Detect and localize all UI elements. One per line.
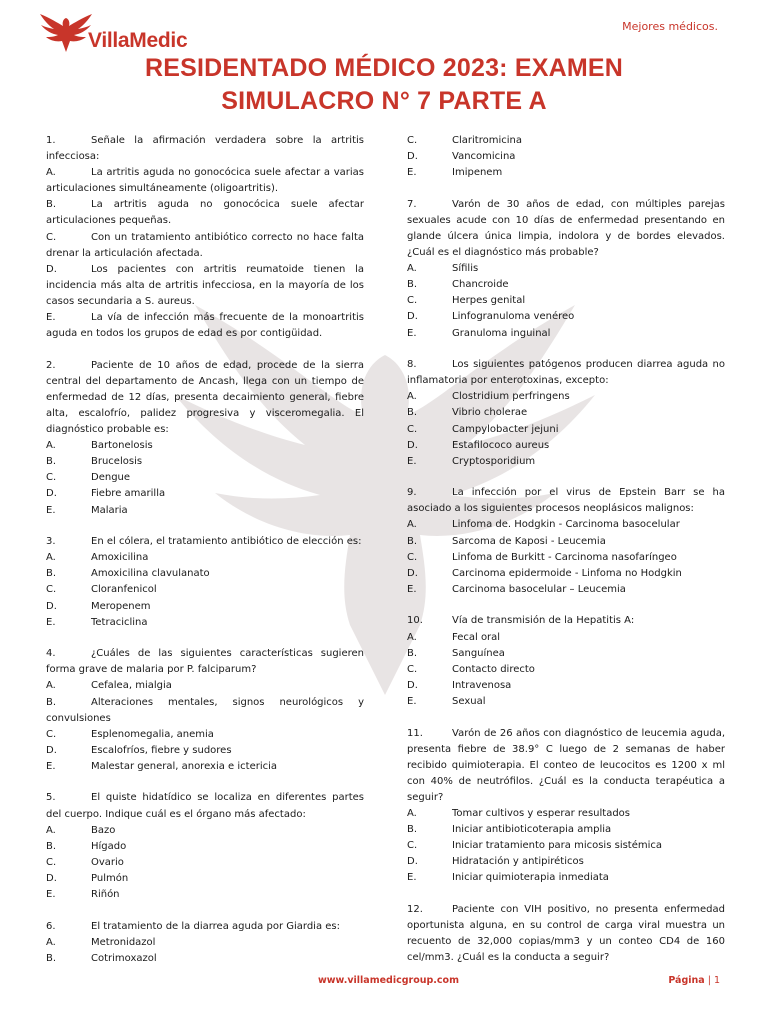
option-letter: A. — [46, 440, 56, 452]
option-text: Intravenosa — [452, 679, 512, 691]
question-stem — [407, 902, 725, 966]
option-letter: E. — [46, 760, 56, 772]
answer-option — [46, 230, 364, 262]
option-text: Iniciar tratamiento para micosis sistémica — [452, 840, 663, 852]
question-text: El quiste hidatídico se localiza en diferentes partes del cuerpo. Indique cuál es el órgano más afectado: — [46, 792, 364, 820]
option-letter: E. — [46, 504, 56, 516]
option-text: Metronidazol — [91, 936, 156, 948]
option-text: Clostridium perfringens — [452, 391, 570, 403]
option-letter: D. — [46, 488, 57, 500]
option-text: Sarcoma de Kaposi - Leucemia — [452, 535, 606, 547]
question-block — [46, 133, 364, 342]
question-stem — [46, 133, 364, 165]
title-line-2: SIMULACRO N° 7 PARTE A — [221, 87, 547, 115]
question-text: Varón de 26 años con diagnóstico de leucemia aguda, presenta fiebre de 38.9° C luego de 2 semanas de haber recibido quimioterapia. El conteo de leucocitos es 1200 x ml con 40% de neutrófilos. ¿Cuál es la conducta terapéutica a seguir? — [407, 727, 725, 803]
question-text: ¿Cuáles de las siguientes características sugieren forma grave de malaria por P. falciparum? — [46, 648, 364, 676]
question-number: 8. — [407, 359, 417, 371]
option-letter: C. — [407, 135, 418, 146]
answer-option — [407, 422, 725, 438]
villamedic-logo — [38, 12, 187, 54]
option-text: Los pacientes con artritis reumatoide tienen la incidencia más alta de artritis infecciosa, en la mayoría de los casos secundaria a S. aureus. — [46, 263, 364, 307]
option-text: Amoxicilina — [91, 552, 149, 564]
option-text: Campylobacter jejuni — [452, 423, 559, 435]
answer-option — [46, 823, 364, 839]
option-letter: E. — [46, 616, 56, 628]
question-number: 4. — [46, 648, 56, 660]
question-number: 5. — [46, 792, 56, 804]
option-letter: B. — [407, 407, 418, 419]
question-number: 1. — [46, 135, 56, 146]
answer-option — [46, 759, 364, 775]
option-text: Hígado — [91, 840, 127, 852]
option-letter: B. — [407, 279, 418, 291]
option-text: Sanguínea — [452, 647, 505, 659]
option-text: La artritis aguda no gonocócica suele afectar articulaciones pequeñas. — [46, 199, 364, 227]
option-text: Brucelosis — [91, 456, 143, 468]
option-letter: D. — [407, 567, 418, 579]
page-label: Página — [668, 975, 705, 986]
option-text: Tomar cultivos y esperar resultados — [452, 807, 631, 819]
tagline: Mejores médicos. — [622, 20, 718, 33]
answer-option — [407, 149, 725, 165]
option-letter: B. — [46, 568, 57, 580]
question-text: Los siguientes patógenos producen diarrea aguda no inflamatoria por enterotoxinas, excepto: — [407, 359, 725, 387]
option-letter: B. — [46, 696, 57, 708]
answer-option — [407, 277, 725, 293]
option-text: Cryptosporidium — [452, 455, 536, 467]
answer-option — [407, 838, 725, 854]
option-letter: E. — [46, 312, 56, 324]
question-stem — [407, 357, 725, 389]
option-text: Fiebre amarilla — [91, 488, 166, 500]
page-number-value: 1 — [713, 975, 720, 986]
option-letter: A. — [46, 552, 56, 564]
option-letter: A. — [46, 824, 56, 836]
answer-option — [46, 566, 364, 582]
option-letter: A. — [407, 631, 417, 643]
question-block — [407, 485, 725, 598]
left-column — [46, 133, 364, 967]
answer-option — [407, 870, 725, 886]
option-text: La vía de infección más frecuente de la monoartritis aguda en todos los grupos de edad es por contigüidad. — [46, 312, 364, 340]
answer-option — [407, 662, 725, 678]
option-letter: C. — [46, 231, 57, 243]
question-text: Señale la afirmación verdadera sobre la artritis infecciosa: — [46, 135, 364, 163]
question-block — [407, 902, 725, 966]
option-text: Herpes genital — [452, 295, 526, 307]
option-letter: D. — [407, 679, 418, 691]
option-text: Iniciar quimioterapia inmediata — [452, 872, 609, 884]
option-text: Sífilis — [452, 263, 479, 275]
option-letter: B. — [46, 456, 57, 468]
option-letter: C. — [407, 840, 418, 852]
answer-option — [46, 599, 364, 615]
question-stem — [407, 197, 725, 261]
answer-option — [407, 293, 725, 309]
option-letter: B. — [46, 199, 57, 211]
question-block — [407, 133, 725, 181]
document-title — [40, 52, 728, 118]
question-number: 9. — [407, 487, 417, 499]
question-stem — [46, 790, 364, 822]
question-text: El tratamiento de la diarrea aguda por Giardia es: — [91, 920, 340, 932]
option-letter: C. — [407, 551, 418, 563]
answer-option — [407, 438, 725, 454]
option-text: Sexual — [452, 695, 486, 707]
question-number: 7. — [407, 198, 417, 210]
question-number: 3. — [46, 536, 56, 548]
answer-option — [407, 517, 725, 533]
title-line-1: RESIDENTADO MÉDICO 2023: EXAMEN — [144, 54, 624, 82]
option-text: Hidratación y antipiréticos — [452, 856, 584, 868]
question-stem — [46, 919, 364, 935]
option-text: Malaria — [91, 504, 128, 516]
answer-option — [407, 806, 725, 822]
question-text: La infección por el virus de Epstein Barr se ha asociado a los siguientes procesos neoplásicos malignos: — [407, 487, 725, 515]
option-letter: D. — [46, 600, 57, 612]
question-number: 10. — [407, 615, 423, 627]
answer-option — [46, 839, 364, 855]
answer-option — [46, 855, 364, 871]
question-stem — [407, 613, 725, 629]
logo-text: VillaMedic — [88, 29, 188, 52]
option-letter: B. — [407, 647, 418, 659]
answer-option — [407, 454, 725, 470]
answer-option — [407, 534, 725, 550]
option-letter: A. — [46, 936, 56, 948]
question-number: 11. — [407, 727, 423, 739]
question-block — [407, 726, 725, 887]
option-text: Cloranfenicol — [91, 584, 157, 596]
answer-option — [46, 678, 364, 694]
option-text: Fecal oral — [452, 631, 501, 643]
answer-option — [407, 854, 725, 870]
option-letter: B. — [46, 952, 57, 964]
answer-option — [407, 630, 725, 646]
option-letter: D. — [407, 151, 418, 163]
option-text: Escalofríos, fiebre y sudores — [91, 744, 232, 756]
answer-option — [407, 405, 725, 421]
footer-url[interactable]: www.villamedicgroup.com — [318, 975, 459, 986]
question-block — [46, 646, 364, 775]
option-letter: D. — [407, 856, 418, 868]
option-letter: A. — [407, 263, 417, 275]
option-text: Malestar general, anorexia e ictericia — [91, 760, 278, 772]
question-text: Paciente de 10 años de edad, procede de la sierra central del departamento de Ancash, llega con un tiempo de enfermedad de 12 días, presenta decaimiento general, fiebre alta, escalofrío, palidez progresiva y visceromegalia. El diagnóstico probable es: — [46, 359, 364, 436]
answer-option — [407, 389, 725, 405]
answer-option — [46, 951, 364, 967]
answer-option — [46, 486, 364, 502]
question-text: Vía de transmisión de la Hepatitis A: — [452, 615, 635, 627]
option-text: Meropenem — [91, 600, 151, 612]
option-letter: E. — [407, 695, 417, 707]
question-block — [46, 790, 364, 903]
option-text: Alteraciones mentales, signos neurológicos y convulsiones — [46, 696, 364, 724]
option-letter: B. — [46, 840, 57, 852]
page-number — [668, 975, 720, 986]
option-text: Granuloma inguinal — [452, 327, 551, 339]
page-separator: | — [707, 975, 711, 986]
option-letter: E. — [407, 327, 417, 339]
question-stem — [46, 646, 364, 678]
option-text: Linfoma de Burkitt - Carcinoma nasofaríngeo — [452, 551, 677, 563]
answer-option — [407, 582, 725, 598]
question-block — [407, 357, 725, 470]
question-block — [46, 358, 364, 519]
option-text: Estafilococo aureus — [452, 439, 550, 451]
answer-option — [46, 454, 364, 470]
option-letter: B. — [407, 824, 418, 836]
option-letter: D. — [46, 263, 57, 275]
option-text: Vancomicina — [452, 151, 516, 163]
option-text: Bartonelosis — [91, 440, 153, 452]
answer-option — [46, 310, 364, 342]
option-text: Carcinoma basocelular – Leucemia — [452, 583, 626, 595]
option-text: Ovario — [91, 856, 124, 868]
answer-option — [46, 197, 364, 229]
question-text: Paciente con VIH positivo, no presenta enfermedad oportunista alguna, en su control de carga viral muestra un recuento de 32,000 copias/mm3 y un conteo CD4 de 160 cel/mm3. ¿Cuál es la conducta a seguir? — [407, 903, 725, 964]
option-letter: C. — [46, 856, 57, 868]
answer-option — [407, 550, 725, 566]
answer-option — [46, 470, 364, 486]
answer-option — [46, 743, 364, 759]
option-text: Con un tratamiento antibiótico correcto no hace falta drenar la articulación afectada. — [46, 231, 364, 259]
answer-option — [407, 133, 725, 149]
answer-option — [407, 326, 725, 342]
answer-option — [46, 262, 364, 310]
option-text: Amoxicilina clavulanato — [91, 568, 210, 580]
question-block — [46, 919, 364, 967]
option-letter: D. — [407, 311, 418, 323]
answer-option — [46, 438, 364, 454]
option-letter: C. — [407, 423, 418, 435]
option-text: Imipenem — [452, 167, 503, 179]
page-header — [0, 0, 768, 56]
question-text: Varón de 30 años de edad, con múltiples parejas sexuales acude con 10 días de enfermedad presentando en glande úlcera única limpia, indolora y de bordes elevados. ¿Cuál es el diagnóstico más probable? — [407, 198, 725, 259]
answer-option — [46, 550, 364, 566]
option-text: Bazo — [91, 824, 116, 836]
question-stem — [46, 358, 364, 438]
question-stem — [46, 534, 364, 550]
option-letter: E. — [407, 455, 417, 467]
option-text: Tetraciclina — [91, 616, 148, 628]
option-text: La artritis aguda no gonocócica suele afectar a varias articulaciones simultáneamente (oligoartritis). — [46, 167, 364, 195]
option-text: Cefalea, mialgia — [91, 680, 172, 692]
answer-option — [46, 887, 364, 903]
answer-option — [46, 503, 364, 519]
question-number: 6. — [46, 920, 56, 932]
question-stem — [407, 485, 725, 517]
option-text: Linfoma de. Hodgkin - Carcinoma basocelular — [452, 519, 680, 531]
option-letter: A. — [407, 807, 417, 819]
right-column — [407, 133, 725, 966]
option-text: Claritromicina — [452, 135, 522, 146]
option-letter: A. — [407, 519, 417, 531]
option-text: Linfogranuloma venéreo — [452, 311, 575, 323]
question-block — [407, 197, 725, 342]
answer-option — [407, 566, 725, 582]
option-letter: A. — [46, 167, 56, 179]
answer-option — [46, 582, 364, 598]
answer-option — [407, 822, 725, 838]
option-text: Vibrio cholerae — [452, 407, 528, 419]
option-letter: E. — [46, 889, 56, 901]
option-letter: A. — [407, 391, 417, 403]
question-block — [407, 613, 725, 710]
option-text: Chancroide — [452, 279, 509, 291]
option-text: Dengue — [91, 472, 131, 484]
option-letter: C. — [407, 295, 418, 307]
option-letter: E. — [407, 583, 417, 595]
answer-option — [407, 261, 725, 277]
answer-option — [407, 309, 725, 325]
option-letter: D. — [407, 439, 418, 451]
option-letter: D. — [46, 872, 57, 884]
answer-option — [407, 694, 725, 710]
question-stem — [407, 726, 725, 806]
option-text: Cotrimoxazol — [91, 952, 157, 964]
question-text: En el cólera, el tratamiento antibiótico de elección es: — [91, 536, 362, 548]
option-letter: C. — [46, 584, 57, 596]
option-text: Riñón — [91, 889, 120, 901]
answer-option — [46, 695, 364, 727]
option-letter: E. — [407, 872, 417, 884]
answer-option — [46, 615, 364, 631]
question-block — [46, 534, 364, 631]
answer-option — [407, 646, 725, 662]
answer-option — [407, 165, 725, 181]
answer-option — [407, 678, 725, 694]
option-text: Carcinoma epidermoide - Linfoma no Hodgkin — [452, 567, 682, 579]
eagle-logo-icon — [38, 12, 94, 54]
option-letter: D. — [46, 744, 57, 756]
answer-option — [46, 165, 364, 197]
question-number: 12. — [407, 903, 423, 915]
option-letter: C. — [46, 472, 57, 484]
option-letter: C. — [46, 728, 57, 740]
option-letter: A. — [46, 680, 56, 692]
option-letter: C. — [407, 663, 418, 675]
answer-option — [46, 935, 364, 951]
option-text: Contacto directo — [452, 663, 535, 675]
question-number: 2. — [46, 359, 56, 371]
option-text: Iniciar antibioticoterapia amplia — [452, 824, 612, 836]
option-letter: B. — [407, 535, 418, 547]
option-letter: E. — [407, 167, 417, 179]
option-text: Pulmón — [91, 872, 129, 884]
answer-option — [46, 727, 364, 743]
answer-option — [46, 871, 364, 887]
option-text: Esplenomegalia, anemia — [91, 728, 214, 740]
